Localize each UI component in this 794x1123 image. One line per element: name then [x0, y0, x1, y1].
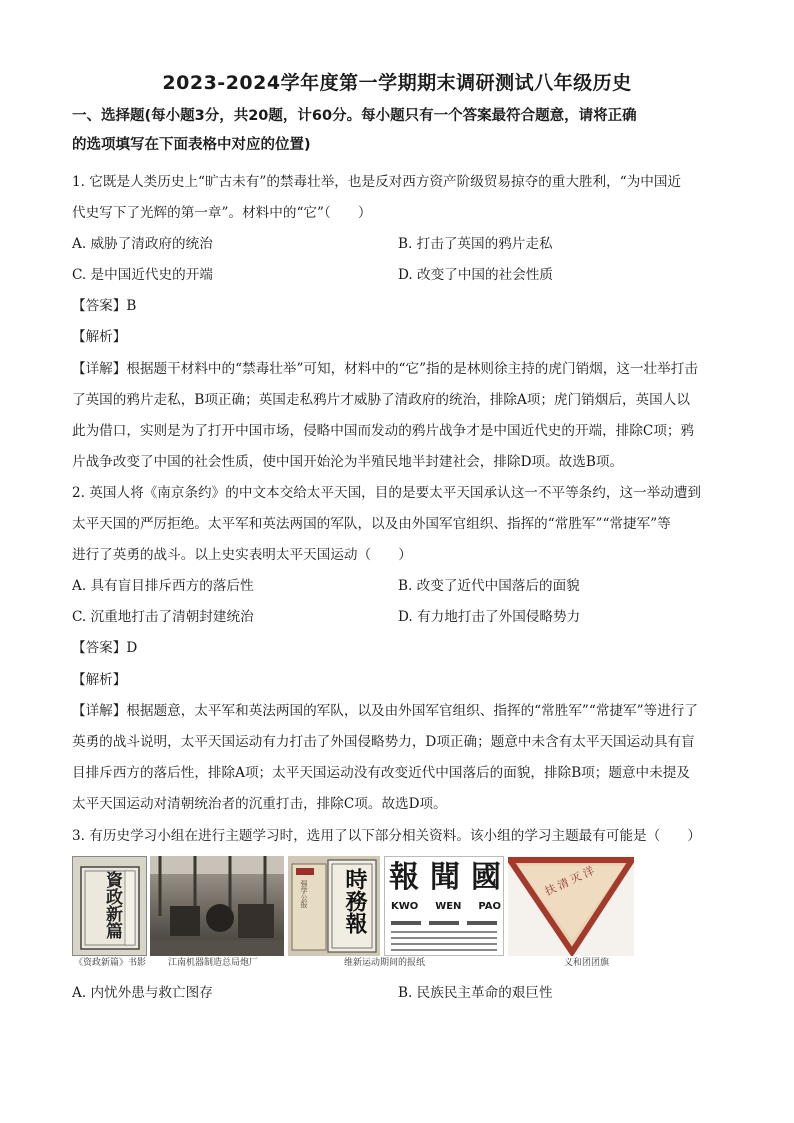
- q2-detail-line-2: 英勇的战斗说明，太平天国运动有力打击了外国侵略势力，D项正确；题意中未含有太平天国运动具有盲: [72, 734, 695, 750]
- q3-option-a: A. 内忧外患与救亡图存: [72, 985, 213, 1001]
- page-title: 2023-2024学年度第一学期期末调研测试八年级历史: [162, 72, 632, 94]
- section-heading-line-1: 一、选择题(每小题3分，共20题，计60分。每小题只有一个答案最符合题意，请将正确: [72, 108, 637, 124]
- q2-analysis-label: [72, 670, 722, 690]
- q2-detail-text-1: 根据题意，太平军和英法两国的军队，以及由外国军官组织、指挥的“常胜军”“常捷军”等进行了: [126, 703, 698, 719]
- answer-label: 【答案】: [72, 298, 127, 314]
- q1-detail-line-1: [72, 359, 722, 379]
- triangular-banner-icon: [508, 856, 634, 956]
- fig1-caption: 《资政新篇》书影: [74, 958, 147, 968]
- answer-label: 【答案】: [72, 640, 127, 656]
- roman-wen: WEN: [435, 901, 462, 912]
- fig34-caption: 维新运动期间的报纸: [344, 958, 426, 968]
- shiwu-newspaper-image: [288, 856, 380, 956]
- analysis-label: 【解析】: [72, 672, 127, 688]
- q1-answer: [72, 296, 722, 316]
- q2-option-b: B. 改变了近代中国落后的面貌: [398, 578, 580, 594]
- roman-kwo: KWO: [391, 901, 419, 912]
- qiangxue-paper-title: 强学公报: [300, 880, 308, 908]
- q3-stem: 3. 有历史学习小组在进行主题学习时，选用了以下部分相关资料。该小组的学习主题最有可能是（ ）: [72, 828, 702, 844]
- q1-option-d: D. 改变了中国的社会性质: [398, 267, 553, 283]
- q2-option-c: C. 沉重地打击了清朝封建统治: [72, 609, 254, 625]
- detail-label: 【详解】: [72, 361, 127, 377]
- analysis-label: 【解析】: [72, 329, 127, 345]
- q2-stem-line-2: 太平天国的严厉拒绝。太平军和英法两国的军队，以及由外国军官组织、指挥的“常胜军”“常捷军”等: [72, 516, 671, 532]
- q1-stem-line-1: 1. 它既是人类历史上“旷古未有”的禁毒壮举，也是反对西方资产阶级贸易掠夺的重大胜利，“为中国近: [72, 174, 682, 190]
- q1-detail-text-1: 根据题干材料中的“禁毒壮举”可知，材料中的“它”指的是林则徐主持的虎门销烟，这一壮举打击: [126, 361, 698, 377]
- q3-option-b: B. 民族民主革命的艰巨性: [398, 985, 553, 1001]
- q2-detail-line-1: [72, 701, 722, 721]
- shiwubao-title-text: 時務報: [342, 868, 368, 934]
- q1-detail-line-4: 片战争改变了中国的社会性质，使中国开始沦为半殖民地半封建社会，排除D项。故选B项。: [72, 454, 624, 470]
- masthead-char-bao: 報: [389, 860, 419, 895]
- q1-analysis-label: [72, 327, 722, 347]
- q2-option-d: D. 有力地打击了外国侵略势力: [398, 609, 581, 625]
- newsprint-columns-icon: [385, 917, 503, 956]
- detail-label: 【详解】: [72, 703, 127, 719]
- q1-option-a: A. 威胁了清政府的统治: [72, 236, 213, 252]
- q2-detail-line-4: 太平天国运动对清朝统治者的沉重打击，排除C项。故选D项。: [72, 796, 447, 812]
- q2-answer-value: D: [126, 640, 138, 656]
- q1-detail-line-3: 此为借口，实则是为了打开中国市场，侵略中国而发动的鸦片战争才是中国近代史的开端，排除C项；鸦: [72, 423, 695, 439]
- book-title-text: 資政新篇: [102, 871, 122, 939]
- q1-answer-value: B: [126, 298, 137, 314]
- fig2-caption: 江南机器制造总局炮厂: [168, 958, 259, 968]
- factory-machinery-icon: [150, 856, 284, 956]
- fig5-caption: 义和团团旗: [564, 958, 610, 968]
- section-heading-line-2: 的选项填写在下面表格中对应的位置): [72, 137, 311, 153]
- roman-pao: PAO: [478, 901, 501, 912]
- q2-stem-line-1: 2. 英国人将《南京条约》的中文本交给太平天国，目的是要太平天国承认这一不平等条约，这一举动遭到: [72, 485, 702, 501]
- masthead-char-wen: 聞: [430, 860, 460, 895]
- masthead-char-guo: 國: [471, 860, 501, 895]
- guowenbao-masthead: [389, 861, 501, 895]
- q1-option-b: B. 打击了英国的鸦片走私: [398, 236, 553, 252]
- q2-stem-line-3: 进行了英勇的战斗。以上史实表明太平天国运动（ ）: [72, 547, 412, 563]
- guowen-newspaper-image: [384, 856, 504, 956]
- masthead-romanization: [391, 901, 501, 913]
- q2-option-a: A. 具有盲目排斥西方的落后性: [72, 578, 254, 594]
- q1-detail-line-2: 了英国的鸦片走私，B项正确；英国走私鸦片才威胁了清政府的统治，排除A项；虎门销烟后，英国人以: [72, 392, 690, 408]
- q2-answer: [72, 638, 722, 658]
- q3-image-strip: [72, 856, 722, 956]
- jiangnan-arsenal-photo: [150, 856, 284, 956]
- banner-slogan-text: 扶清灭洋: [542, 862, 600, 899]
- q1-option-c: C. 是中国近代史的开端: [72, 267, 213, 283]
- boxer-banner-image: [508, 856, 634, 956]
- zizheng-xinpian-book-image: [72, 856, 147, 956]
- q1-stem-line-2: 代史写下了光辉的第一章”。材料中的“它”（ ）: [72, 205, 372, 221]
- q2-detail-line-3: 目排斥西方的落后性，排除A项；太平天国运动没有改变近代中国落后的面貌，排除B项；题意中未提及: [72, 765, 690, 781]
